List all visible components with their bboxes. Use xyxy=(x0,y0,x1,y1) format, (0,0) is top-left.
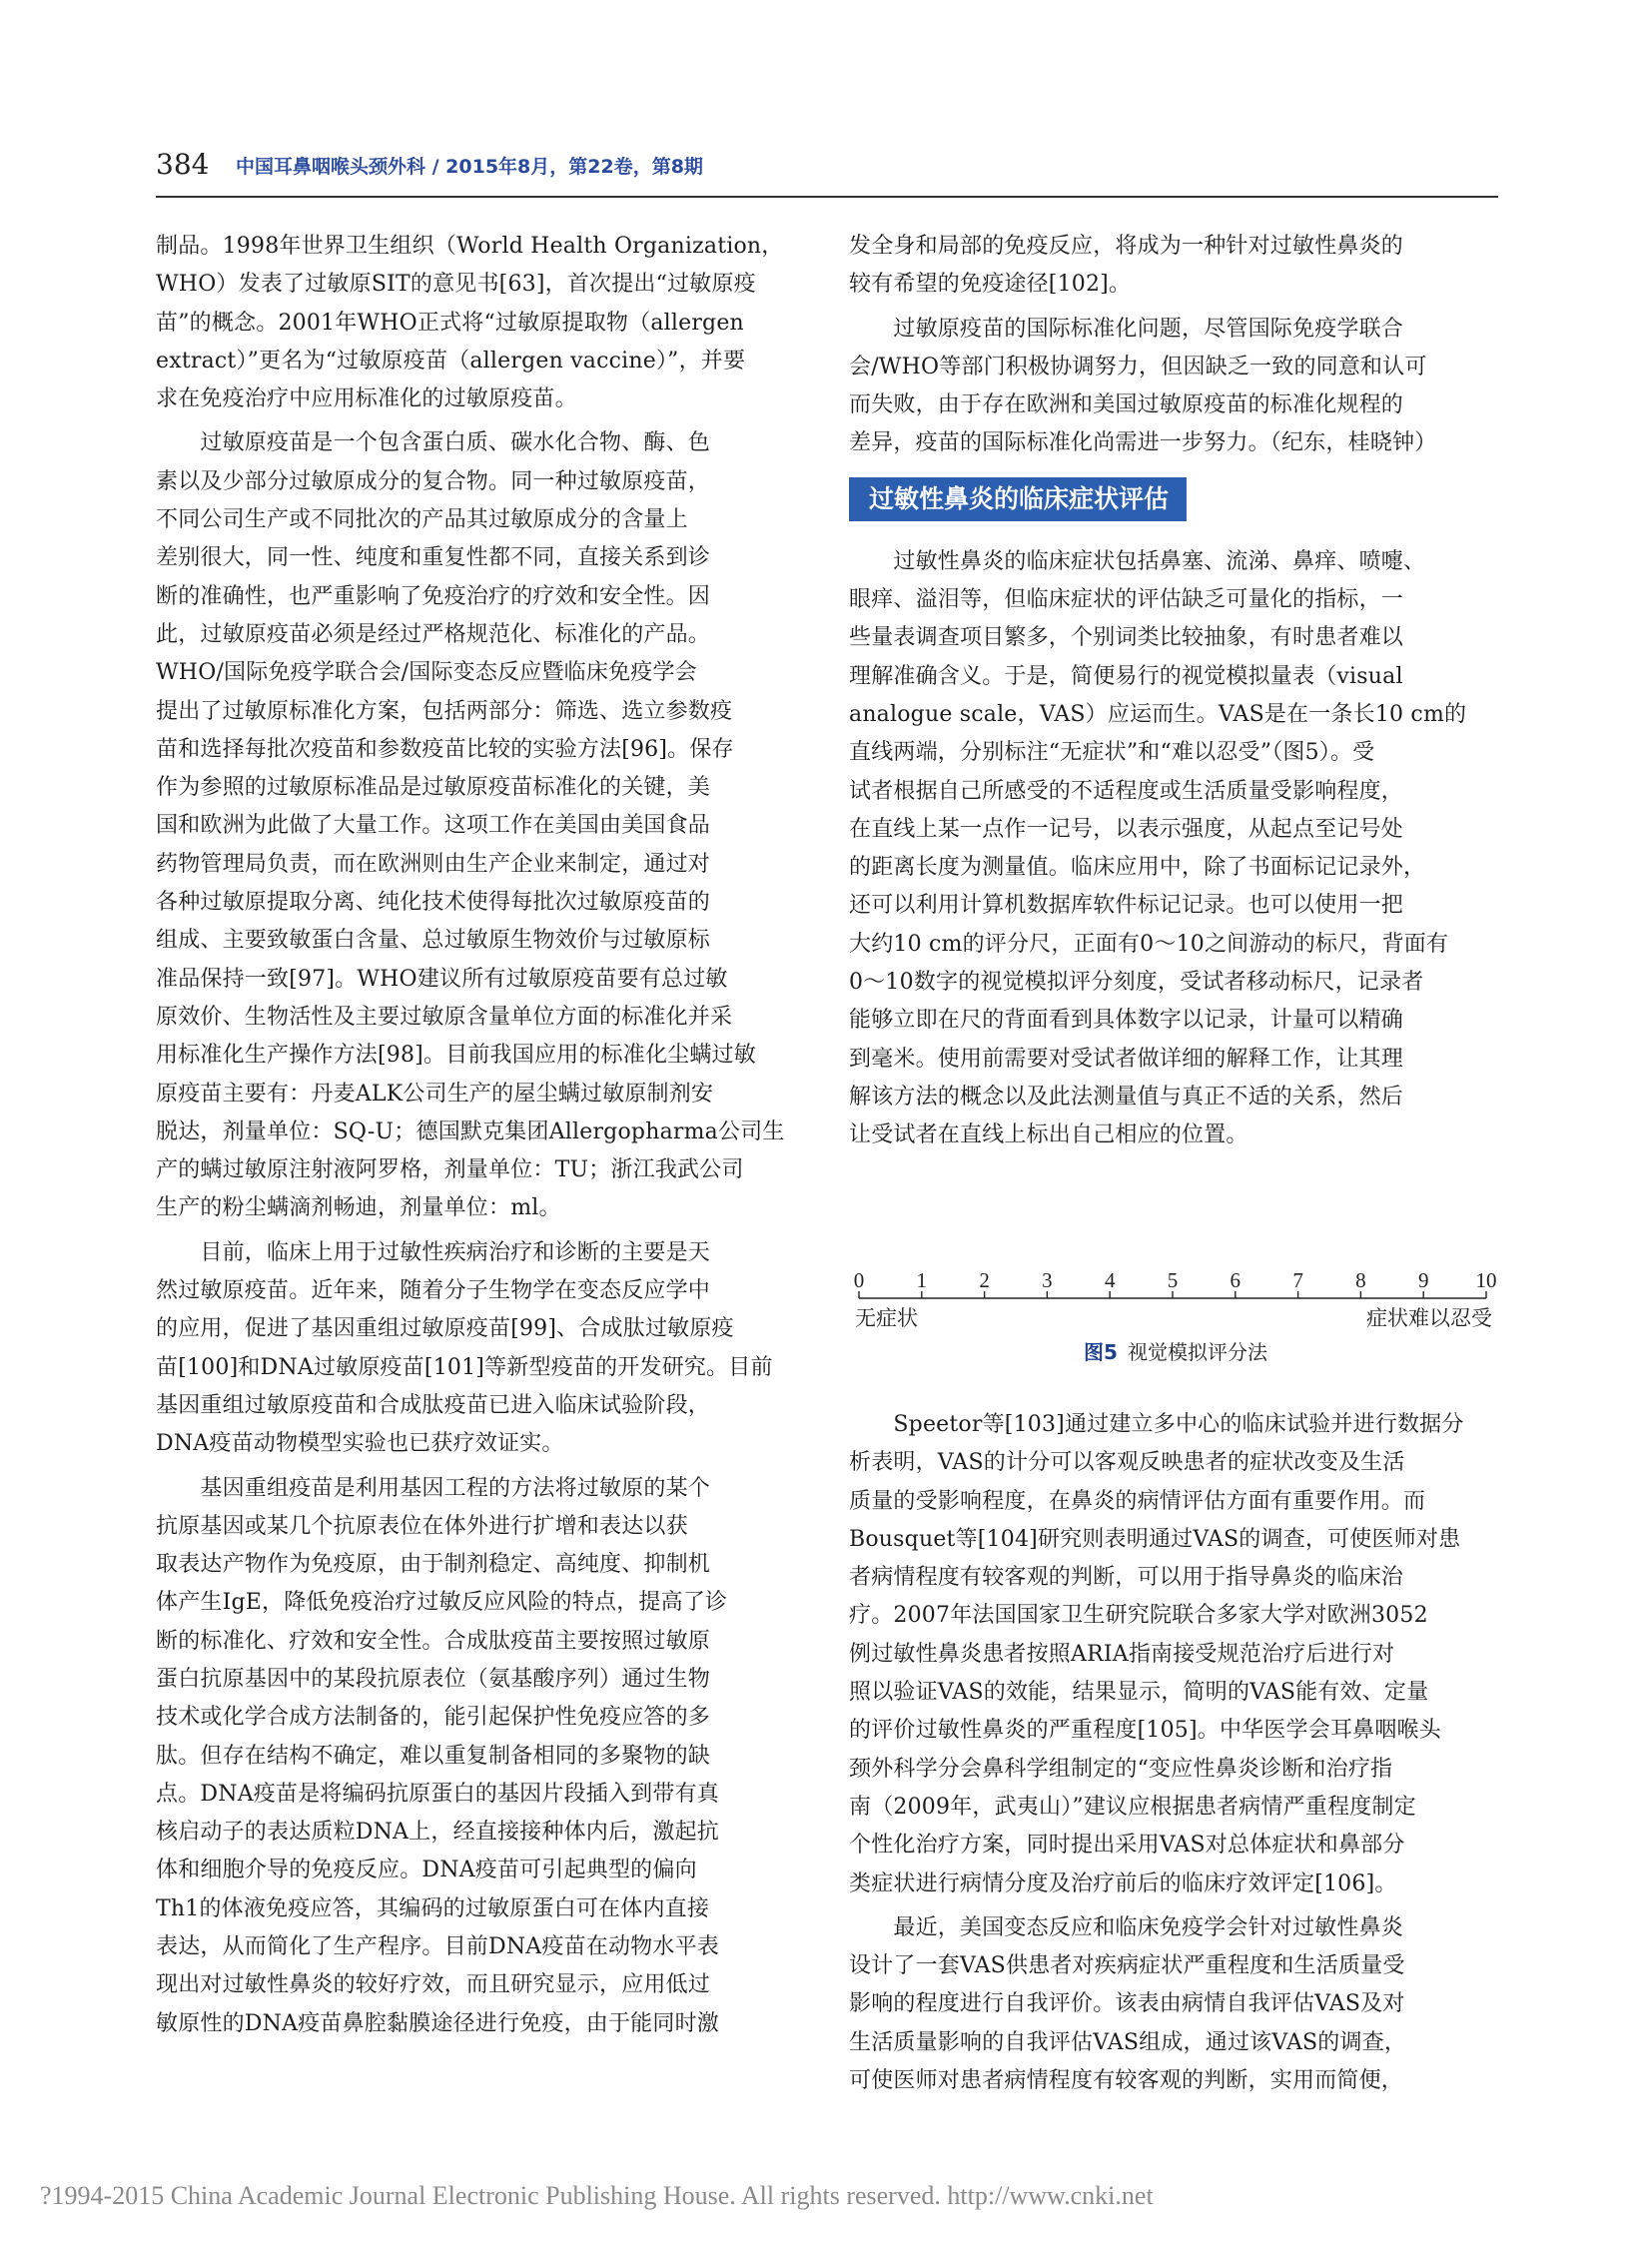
paragraph: 最近，美国变态反应和临床免疫学会针对过敏性鼻炎 设计了一套VAS供患者对疾病症状严重程度和生活质量受 影响的程度进行自我评价。该表由病情自我评估VAS及对 生活质量影响的自我评估VAS组成，通过该VAS的调查， 可使医师对患者病情程度有较客观的判断，实用而简便， xyxy=(849,1914,1407,2094)
paragraph: 基因重组疫苗是利用基因工程的方法将过敏原的某个 抗原基因或某几个抗原表位在体外进行扩增和表达以获 取表达产物作为免疫原，由于制剂稳定、高纯度、抑制机 体产生IgE，降低免疫治疗过敏反应风险的特点，提高了诊 断的标准化、疗效和安全性。合成肽疫苗主要按照过敏原 蛋白抗原基因中的某段抗原表位（氨基酸序列）通过生物 技术或化学合成方法制备的，能引起保护性免疫应答的多 肽。但存在结构不确定，难以重复制备相同的多聚物的缺 点。DNA疫苗是将编码抗原蛋白的基因片段插入到带有真 核启动子的表达质粒DNA上，经直接接种体内后，激起抗 体和细胞介导的免疫反应。DNA疫苗可引起典型的偏向 Th1的体液免疫应答，其编码的过敏原蛋白可在体内直接 表达，从而简化了生产程序。目前DNA疫苗在动物水平表 现出对过敏性鼻炎的较好疗效，而且研究显示，应用低过 敏原性的DNA疫苗鼻腔黏膜途径进行免疫，由于能同时激 xyxy=(156,1475,728,2036)
journal-info: 中国耳鼻咽喉头颈外科 / 2015年8月，第22卷，第8期 xyxy=(236,156,703,178)
scale-tick-label: 9 xyxy=(1417,1268,1429,1292)
figure-title: 视觉模拟评分法 xyxy=(1127,1340,1267,1364)
paragraph: Speetor等[103]通过建立多中心的临床试验并进行数据分 析表明，VAS的计分可以客观反映患者的症状改变及生活 质量的受影响程度，在鼻炎的病情评估方面有重要作用。而 Bousquet等[104]研究则表明通过VAS的调查，可使医师对患 者病情程度有较客观的判断，可以用于指导鼻炎的临床治 疗。2007年法国国家卫生研究院联合多家大学对欧洲3052 例过敏性鼻炎患者按照ARIA指南接受规范治疗后进行对 照以验证VAS的效能，结果显示，简明的VAS能有效、定量 的评价过敏性鼻炎的严重程度[105]。中华医学会耳鼻咽喉头 颈外科学分会鼻科学组制定的“变应性鼻炎诊断和治疗指 南（2009年，武夷山）”建议应根据患者病情严重程度制定 个性化治疗方案，同时提出采用VAS对总体症状和鼻部分 类症状进行病情分度及治疗前后的临床疗效评定[106]。 xyxy=(849,1412,1464,1896)
scale-tick-label: 2 xyxy=(979,1268,990,1292)
scale-tick-label: 3 xyxy=(1042,1268,1053,1292)
figure-caption xyxy=(851,1336,1500,1365)
paragraph: 制品。1998年世界卫生组织（World Health Organization， WHO）发表了过敏原SIT的意见书[63]，首次提出“过敏原疫 苗”的概念。2001年WHO正式将“过敏原提取物（allergen extract）”更名为“过敏原疫苗（allergen vaccine）”，并要 求在免疫治疗中应用标准化的过敏原疫苗。 xyxy=(156,234,784,412)
paragraph: 过敏原疫苗是一个包含蛋白质、碳水化合物、酶、色 素以及少部分过敏原成分的复合物。同一种过敏原疫苗， 不同公司生产或不同批次的产品其过敏原成分的含量上 差别很大，同一性、纯度和重复性都不同，直接关系到诊 断的准确性，也严重影响了免疫治疗的疗效和安全性。因 此，过敏原疫苗必须是经过严格规范化、标准化的产品。 WHO/国际免疫学联合会/国际变态反应暨临床免疫学会 提出了过敏原标准化方案，包括两部分：筛选、选立参数疫 苗和选择每批次疫苗和参数疫苗比较的实验方法[96]。保存 作为参照的过敏原标准品是过敏原疫苗标准化的关键，美 国和欧洲为此做了大量工作。这项工作在美国由美国食品 药物管理局负责，而在欧洲则由生产企业来制定，通过对 各种过敏原提取分离、纯化技术使得每批次过敏原疫苗的 组成、主要致敏蛋白含量、总过敏原生物效价与过敏原标 准品保持一致[97]。WHO建议所有过敏原疫苗要有总过敏 原效价、生物活性及主要过敏原含量单位方面的标准化并采 用标准化生产操作方法[98]。目前我国应用的标准化尘螨过敏 原疫苗主要有：丹麦ALK公司生产的屋尘螨过敏原制剂安 脱达，剂量单位：SQ-U；德国默克集团Allergopharma公司生 产的螨过敏原注射液阿罗格，剂量单位：TU；浙江我武公司 生产的粉尘螨滴剂畅迪，剂量单位：ml。 xyxy=(156,430,785,1221)
scale-left-label: 无症状 xyxy=(855,1306,918,1330)
paragraph: 发全身和局部的免疫反应，将成为一种针对过敏性鼻炎的 较有希望的免疫途径[102]。 xyxy=(849,234,1404,298)
right-column-lower xyxy=(849,1406,1498,2100)
scale-tick-label: 7 xyxy=(1292,1268,1303,1292)
vas-figure xyxy=(851,1268,1500,1364)
page-number: 384 xyxy=(156,148,210,181)
scale-right-label: 症状难以忍受 xyxy=(1366,1306,1492,1330)
paragraph: 过敏原疫苗的国际标准化问题，尽管国际免疫学联合 会/WHO等部门积极协调努力，但因缺乏一致的同意和认可 而失败，由于存在欧洲和美国过敏原疫苗的标准化规程的 差异，疫苗的国际标准化尚需进一步努力。（纪东，桂晓钟） xyxy=(849,316,1437,456)
scale-tick-label: 6 xyxy=(1230,1268,1241,1292)
section-heading: 过敏性鼻炎的临床症状评估 xyxy=(849,477,1187,521)
scale-tick-label: 4 xyxy=(1104,1268,1116,1292)
scale-tick-label: 5 xyxy=(1167,1268,1179,1292)
copyright-footer: ?1994-2015 China Academic Journal Electronic Publishing House. All rights reserved. http://www.cnki.net xyxy=(40,2181,1154,2210)
scale-tick-label: 0 xyxy=(853,1268,865,1292)
scale-tick-label: 8 xyxy=(1355,1268,1366,1292)
figure-label: 图5 xyxy=(1084,1340,1118,1364)
paragraph: 目前，临床上用于过敏性疾病治疗和诊断的主要是天 然过敏原疫苗。近年来，随着分子生物学在变态反应学中 的应用，促进了基因重组过敏原疫苗[99]、合成肽过敏原疫 苗[100]和DNA过敏原疫苗[101]等新型疫苗的开发研究。目前 基因重组过敏原疫苗和合成肽疫苗已进入临床试验阶段， DNA疫苗动物模型实验也已获疗效证实。 xyxy=(156,1239,773,1457)
scale-tick-label: 1 xyxy=(916,1268,928,1292)
scale-tick-label: 10 xyxy=(1475,1268,1497,1292)
header-divider xyxy=(156,196,1498,198)
paragraph: 过敏性鼻炎的临床症状包括鼻塞、流涕、鼻痒、喷嚏、 眼痒、溢泪等，但临床症状的评估缺乏可量化的指标，一 些量表调查项目繁多，个别词类比较抽象，有时患者难以 理解准确含义。于是，简便易行的视觉模拟量表（visual analogue scale，VAS）应运而生。VAS是在一条长10 cm的 直线两端，分别标注“无症状”和“难以忍受”（图5）。受 试者根据自己所感受的不适程度或生活质量受影响程度， 在直线上某一点作一记号，以表示强度，从起点至记号处 的距离长度为测量值。临床应用中，除了书面标记记录外， 还可以利用计算机数据库软件标记记录。也可以使用一把 大约10 cm的评分尺，正面有0～10之间游动的标尺，背面有 0～10数字的视觉模拟评分刻度，受试者移动标尺，记录者 能够立即在尺的背面看到具体数字以记录，计量可以精确 到毫米。使用前需要对受试者做详细的解释工作，让其理 解该方法的概念以及此法测量值与真正不适的关系，然后 让受试者在直线上标出自己相应的位置。 xyxy=(849,548,1467,1148)
right-column xyxy=(849,228,1498,1155)
left-column xyxy=(156,228,805,2043)
